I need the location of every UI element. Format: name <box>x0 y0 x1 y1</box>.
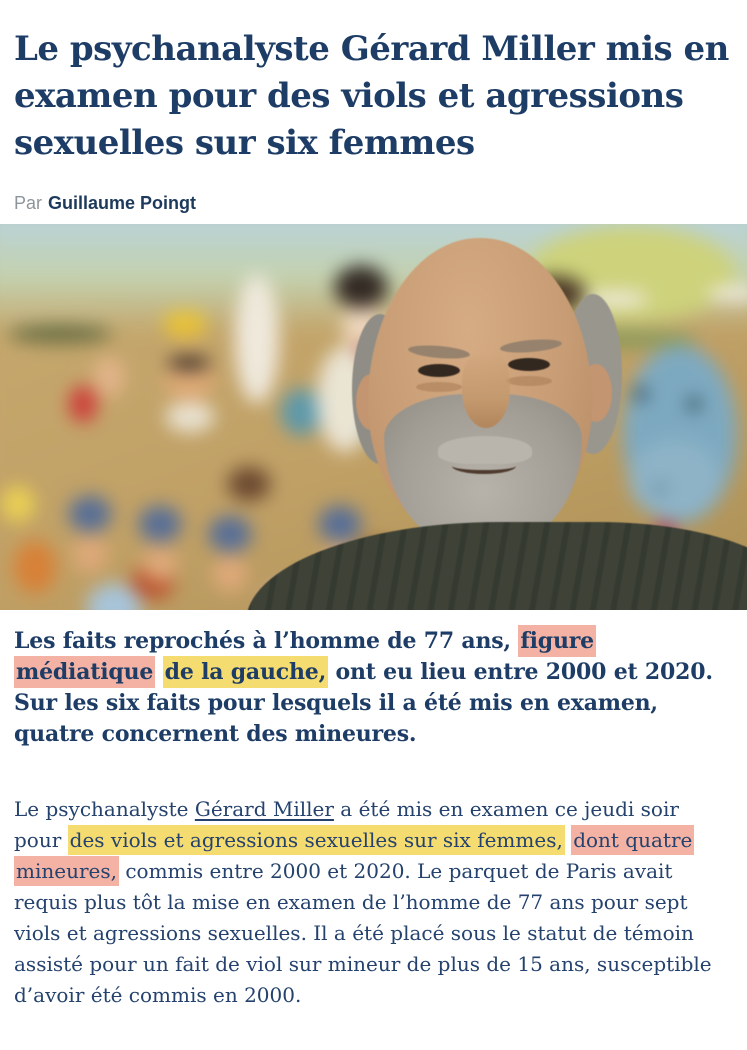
portrait-foreground <box>0 224 747 610</box>
body-paragraph <box>14 794 731 1011</box>
portrait-nose <box>462 352 510 428</box>
article-page <box>0 26 747 1011</box>
body-text: a été mis en examen ce jeudi soir pour <box>14 797 679 852</box>
portrait-sweater <box>246 522 747 610</box>
byline-prefix: Par <box>14 193 43 213</box>
page-title: Le psychanalyste Gérard Miller mis en examen pour des viols et agressions sexuelles sur six femmes <box>14 29 729 163</box>
byline <box>14 192 732 214</box>
body-text: commis entre 2000 et 2020. Le parquet de Paris avait requis plus tôt la mise en examen de l’homme de 77 ans pour sept viols et agressions sexuelles. Il a été placé sous le statut de témoin assisté pour un fait de viol sur mineur de plus de 15 ans, susceptible d’avoir été commis en 2000. <box>14 859 712 1007</box>
portrait-eye-right <box>508 358 550 371</box>
body-text: Le psychanalyste <box>14 797 195 821</box>
lead-text: Les faits reprochés à l’homme de 77 ans, <box>14 628 519 654</box>
lead-paragraph <box>14 626 731 750</box>
article-photo <box>0 224 747 610</box>
portrait-smile <box>452 458 516 474</box>
body-highlight-pink: dont quatre mineures, <box>14 825 694 886</box>
lead-text <box>155 659 162 685</box>
author-link[interactable]: Guillaume Poingt <box>48 193 197 213</box>
portrait-eyefold-right <box>506 376 552 386</box>
portrait-eyefold-left <box>416 382 462 392</box>
portrait-eye-left <box>418 364 460 377</box>
lead-highlight-yellow: de la gauche, <box>163 656 328 688</box>
lead-text: ont eu lieu entre 2000 et 2020. Sur les six faits pour lesquels il a été mis en examen, quatre concernent des mineures. <box>14 659 713 747</box>
lead-highlight-pink: figure médiatique <box>14 625 596 688</box>
gerard-miller-link[interactable]: Gérard Miller <box>194 797 334 821</box>
body-highlight-yellow: des viols et agressions sexuelles sur six femmes, <box>68 825 565 855</box>
